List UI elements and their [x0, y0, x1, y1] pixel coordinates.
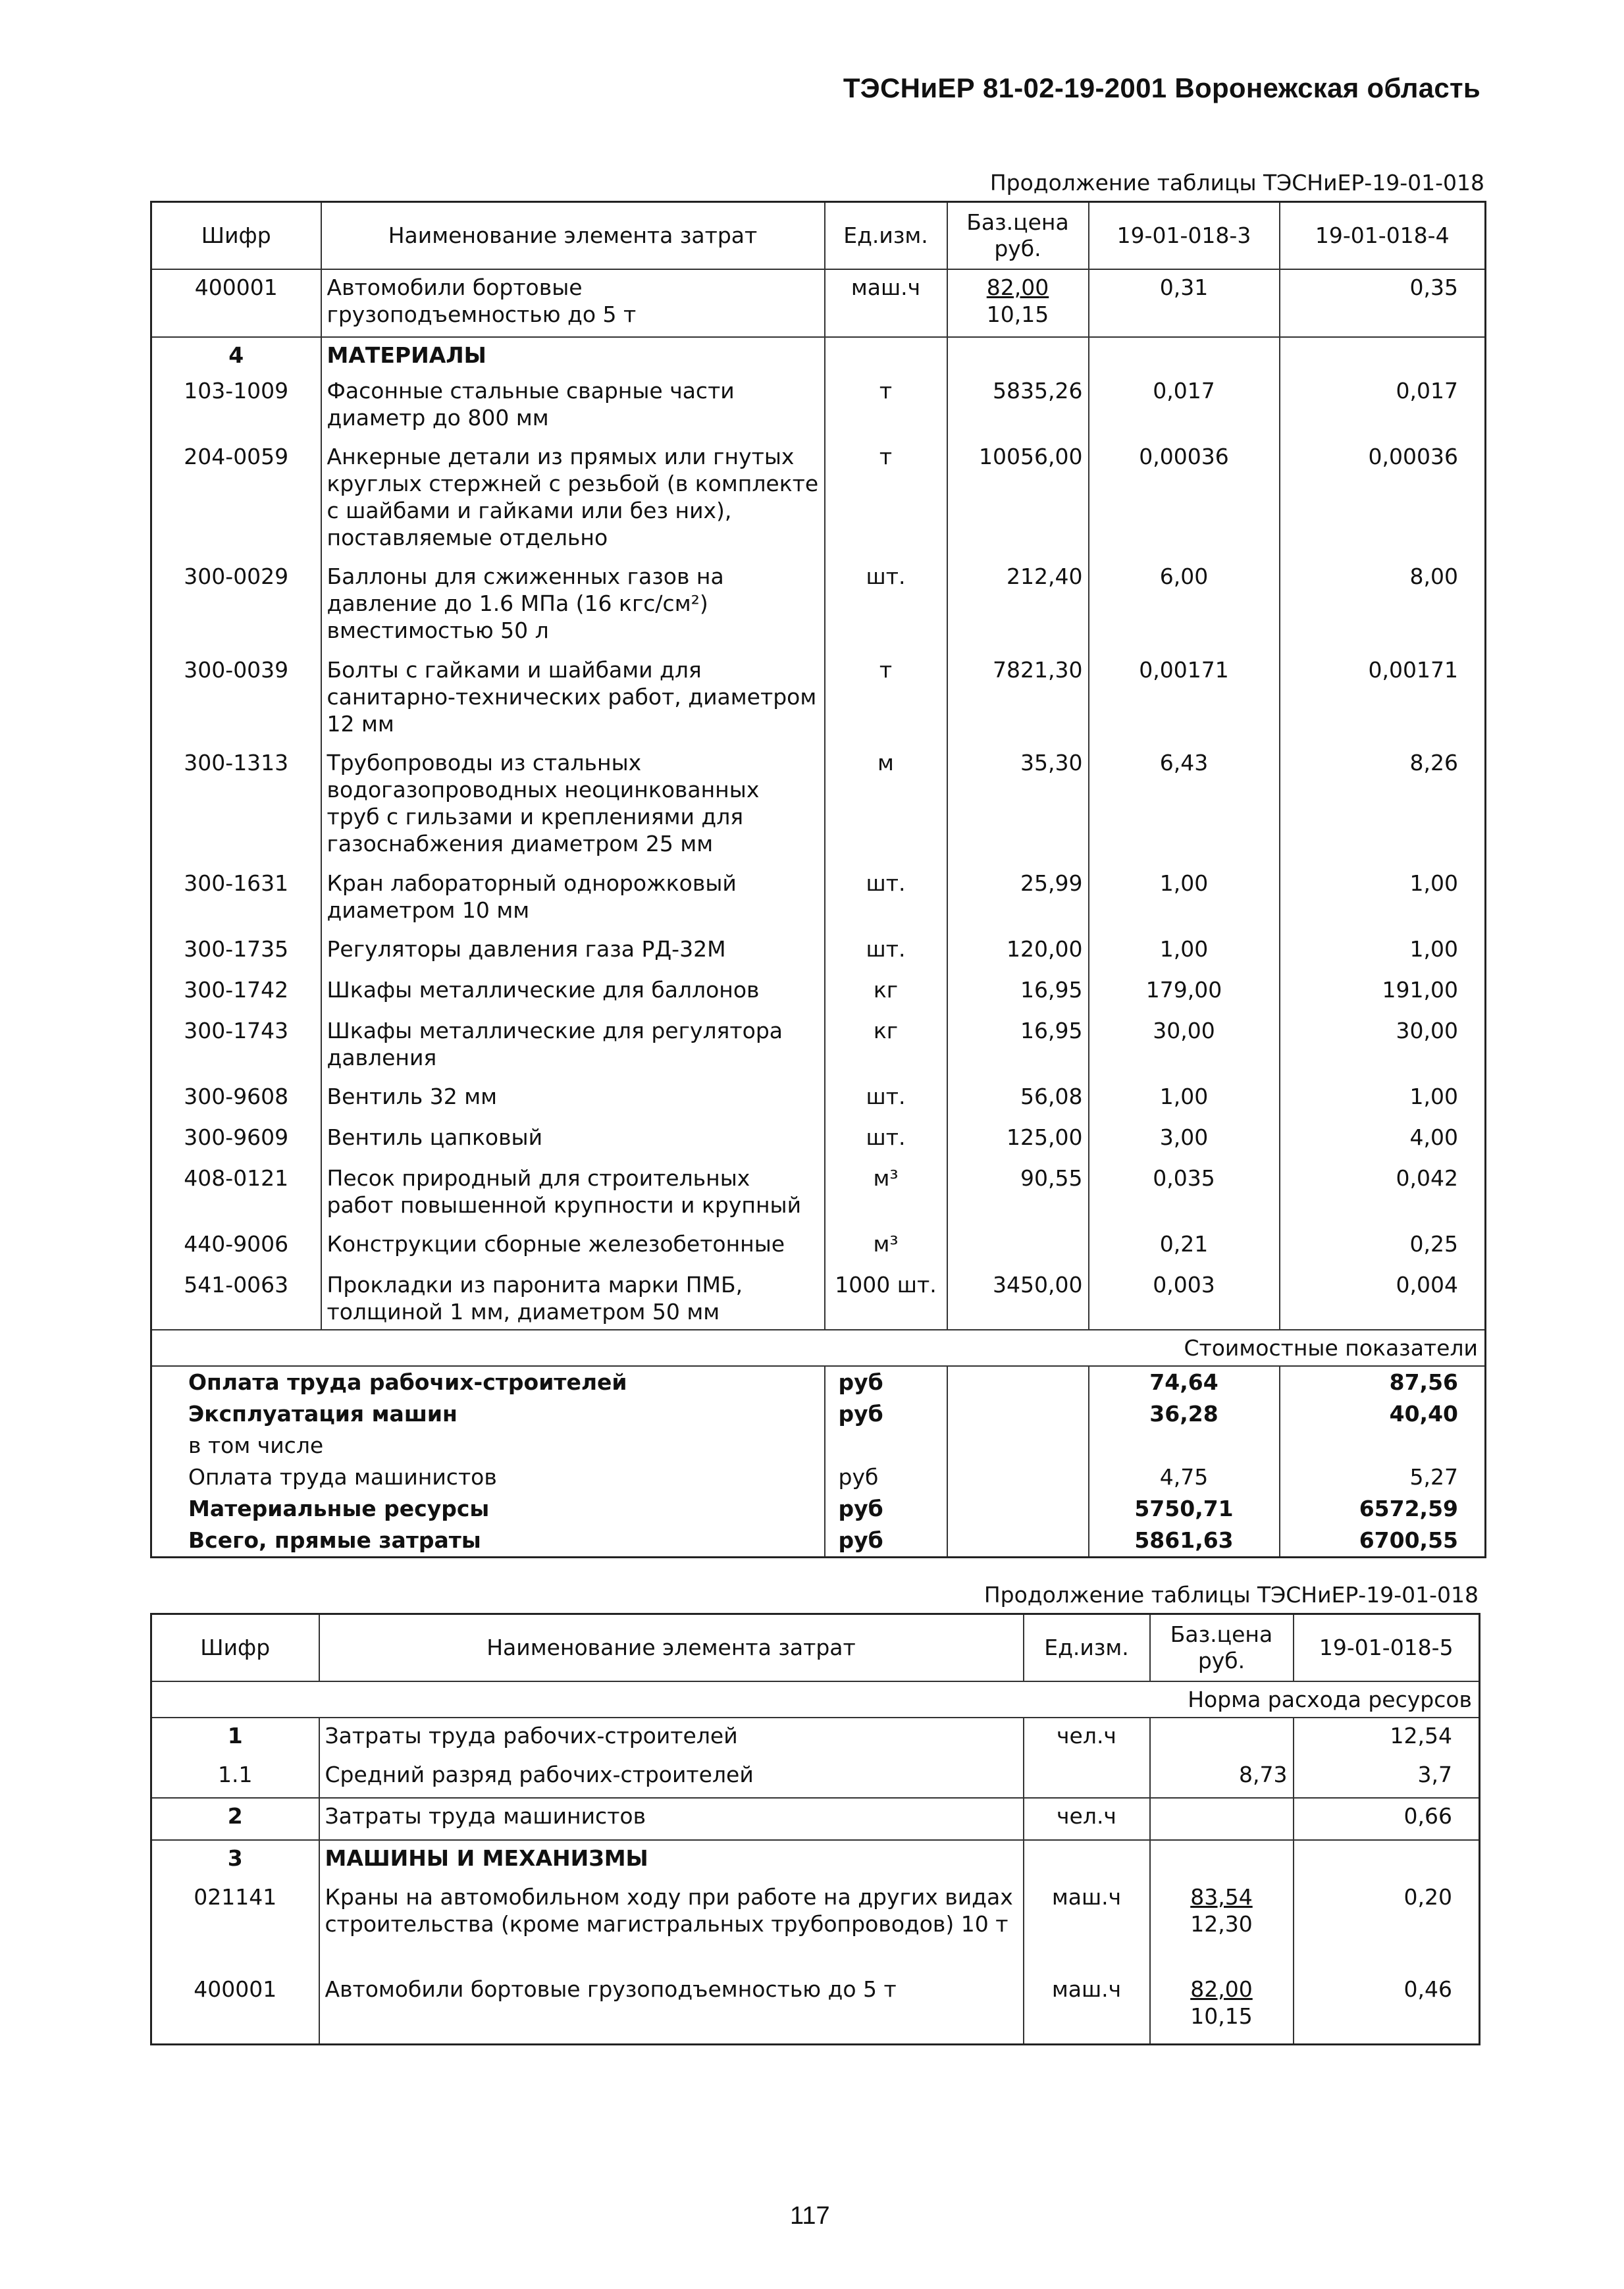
row-value-4: 30,00 [1280, 1013, 1486, 1079]
section-row [151, 1840, 1480, 1880]
table-row [151, 652, 1486, 745]
row-name: Фасонные стальные сварные части диаметр до 800 мм [321, 373, 825, 439]
row-value-3: 0,003 [1089, 1267, 1280, 1330]
col-header-018-3: 19-01-018-3 [1089, 202, 1280, 270]
summary-value-4: 40,40 [1280, 1398, 1486, 1430]
summary-unit: руб [825, 1366, 947, 1398]
summary-label: Оплата труда машинистов [151, 1461, 825, 1493]
row-value-5: 0,20 [1294, 1880, 1480, 1972]
row-code: 300-1631 [151, 866, 321, 932]
table2-continuation-caption: Продолжение таблицы ТЭСНиЕР-19-01-018 [983, 1582, 1479, 1608]
row-code: 021141 [151, 1880, 319, 1972]
row-value-5: 12,54 [1294, 1718, 1480, 1757]
empty-cell [1294, 1840, 1480, 1880]
row-code: 541-0063 [151, 1267, 321, 1330]
row-value-3: 1,00 [1089, 866, 1280, 932]
row-name: Прокладки из паронита марки ПМБ, толщиной 1 мм, диаметром 50 мм [321, 1267, 825, 1330]
row-value-4: 8,00 [1280, 559, 1486, 652]
row-price: 16,95 [947, 1013, 1089, 1079]
row-code: 400001 [151, 269, 321, 337]
row-unit: м³ [825, 1161, 947, 1226]
table-row [151, 972, 1486, 1013]
row-value-4: 4,00 [1280, 1120, 1486, 1161]
section-title: МАТЕРИАЛЫ [321, 337, 825, 373]
row-value-3: 6,00 [1089, 559, 1280, 652]
row-price: 35,30 [947, 745, 1089, 866]
summary-label: Оплата труда рабочих-строителей [151, 1366, 825, 1398]
row-price [1150, 1880, 1294, 1972]
row-value-4: 0,004 [1280, 1267, 1486, 1330]
row-unit: шт. [825, 559, 947, 652]
table-row [151, 373, 1486, 439]
row-unit: чел.ч [1024, 1718, 1150, 1757]
row-value-4: 0,00171 [1280, 652, 1486, 745]
row-code: 400001 [151, 1972, 319, 2044]
document-header: ТЭСНиЕР 81-02-19-2001 Воронежская область [843, 72, 1480, 103]
price-secondary: 10,15 [986, 302, 1049, 327]
price-secondary: 12,30 [1190, 1911, 1253, 1937]
row-unit: маш.ч [1024, 1972, 1150, 2044]
summary-value-3 [1089, 1430, 1280, 1461]
row-code: 408-0121 [151, 1161, 321, 1226]
summary-unit: руб [825, 1525, 947, 1558]
row-price [1150, 1972, 1294, 2044]
table-row [151, 1161, 1486, 1226]
table-row [151, 439, 1486, 559]
row-name: Анкерные детали из прямых или гнутых круглых стержней с резьбой (в комплекте с шайбами и гайками или без них), поставляемые отдельно [321, 439, 825, 559]
row-value-3: 0,017 [1089, 373, 1280, 439]
summary-value-4: 87,56 [1280, 1366, 1486, 1398]
row-unit: маш.ч [825, 269, 947, 337]
table-row [151, 1972, 1480, 2044]
row-unit: шт. [825, 932, 947, 972]
summary-value-3: 36,28 [1089, 1398, 1280, 1430]
row-code: 300-0029 [151, 559, 321, 652]
row-unit: 1000 шт. [825, 1267, 947, 1330]
row-unit: м [825, 745, 947, 866]
row-name: Шкафы металлические для регулятора давления [321, 1013, 825, 1079]
row-value-3: 0,21 [1089, 1226, 1280, 1267]
row-value-3: 6,43 [1089, 745, 1280, 866]
empty-cell [947, 1493, 1089, 1525]
row-name: Кран лабораторный однорожковый диаметром 10 мм [321, 866, 825, 932]
row-price: 120,00 [947, 932, 1089, 972]
summary-value-4: 6700,55 [1280, 1525, 1486, 1558]
row-unit: чел.ч [1024, 1798, 1150, 1840]
row-value-3: 1,00 [1089, 932, 1280, 972]
section-title: МАШИНЫ И МЕХАНИЗМЫ [319, 1840, 1024, 1880]
table2-header-row [151, 1614, 1480, 1682]
row-price [1150, 1718, 1294, 1757]
summary-value-4 [1280, 1430, 1486, 1461]
empty-cell [947, 1525, 1089, 1558]
empty-cell [1024, 1840, 1150, 1880]
row-value-4: 1,00 [1280, 866, 1486, 932]
table-row [151, 745, 1486, 866]
summary-unit: руб [825, 1398, 947, 1430]
summary-value-3: 4,75 [1089, 1461, 1280, 1493]
col-header-code: Шифр [151, 1614, 319, 1682]
row-unit: маш.ч [1024, 1880, 1150, 1972]
row-name: Баллоны для сжиженных газов на давление до 1.6 МПа (16 кгс/см²) вместимостью 50 л [321, 559, 825, 652]
col-header-unit: Ед.изм. [825, 202, 947, 270]
row-name: Затраты труда рабочих-строителей [319, 1718, 1024, 1757]
row-price [1150, 1798, 1294, 1840]
table1-header-row [151, 202, 1486, 270]
row-value-3: 3,00 [1089, 1120, 1280, 1161]
row-value-3: 179,00 [1089, 972, 1280, 1013]
table1-continuation-caption: Продолжение таблицы ТЭСНиЕР-19-01-018 [989, 170, 1484, 196]
empty-cell [1150, 1840, 1294, 1880]
price-main: 83,54 [1190, 1884, 1253, 1910]
col-header-unit: Ед.изм. [1024, 1614, 1150, 1682]
section-row [151, 337, 1486, 373]
summary-label: Эксплуатация машин [151, 1398, 825, 1430]
row-code: 1.1 [151, 1757, 319, 1798]
row-price: 5835,26 [947, 373, 1089, 439]
row-code: 204-0059 [151, 439, 321, 559]
row-name: Песок природный для строительных работ повышенной крупности и крупный [321, 1161, 825, 1226]
summary-row [151, 1366, 1486, 1398]
row-name: Вентиль 32 мм [321, 1079, 825, 1120]
empty-cell [825, 337, 947, 373]
row-price: 3450,00 [947, 1267, 1089, 1330]
row-value-4: 0,35 [1280, 269, 1486, 337]
row-name: Шкафы металлические для баллонов [321, 972, 825, 1013]
row-value-3: 30,00 [1089, 1013, 1280, 1079]
summary-row [151, 1525, 1486, 1558]
summary-unit: руб [825, 1461, 947, 1493]
empty-cell [1280, 337, 1486, 373]
row-price [947, 1226, 1089, 1267]
summary-unit: руб [825, 1493, 947, 1525]
row-unit: т [825, 373, 947, 439]
summary-value-3: 5861,63 [1089, 1525, 1280, 1558]
row-code: 1 [151, 1718, 319, 1757]
row-name: Автомобили бортовые грузоподъемностью до 5 т [319, 1972, 1024, 2044]
row-value-3: 0,31 [1089, 269, 1280, 337]
col-header-name: Наименование элемента затрат [319, 1614, 1024, 1682]
row-value-3: 0,035 [1089, 1161, 1280, 1226]
norm-title-row [151, 1681, 1480, 1718]
row-unit: м³ [825, 1226, 947, 1267]
row-value-4: 8,26 [1280, 745, 1486, 866]
row-unit: шт. [825, 1079, 947, 1120]
empty-cell [947, 1398, 1089, 1430]
price-main: 82,00 [986, 275, 1049, 300]
empty-cell [947, 1366, 1089, 1398]
summary-label: Материальные ресурсы [151, 1493, 825, 1525]
summary-row [151, 1461, 1486, 1493]
summary-value-3: 5750,71 [1089, 1493, 1280, 1525]
summary-value-4: 5,27 [1280, 1461, 1486, 1493]
row-unit: т [825, 439, 947, 559]
col-header-price: Баз.цена руб. [1150, 1614, 1294, 1682]
row-value-3: 1,00 [1089, 1079, 1280, 1120]
row-price: 125,00 [947, 1120, 1089, 1161]
row-value-4: 1,00 [1280, 1079, 1486, 1120]
empty-cell [947, 337, 1089, 373]
col-header-name: Наименование элемента затрат [321, 202, 825, 270]
row-value-5: 0,46 [1294, 1972, 1480, 2044]
table-row [151, 1798, 1480, 1840]
table-row [151, 1757, 1480, 1798]
section-code: 3 [151, 1840, 319, 1880]
row-value-4: 0,017 [1280, 373, 1486, 439]
row-value-3: 0,00171 [1089, 652, 1280, 745]
row-code: 103-1009 [151, 373, 321, 439]
row-price: 25,99 [947, 866, 1089, 932]
table-row [151, 1120, 1486, 1161]
row-value-3: 0,00036 [1089, 439, 1280, 559]
row-price: 56,08 [947, 1079, 1089, 1120]
summary-value-3: 74,64 [1089, 1366, 1280, 1398]
row-name: Трубопроводы из стальных водогазопроводных неоцинкованных труб с гильзами и креплениями для газоснабжения диаметром 25 мм [321, 745, 825, 866]
summary-label: в том числе [151, 1430, 825, 1461]
row-name: Затраты труда машинистов [319, 1798, 1024, 1840]
summary-row [151, 1493, 1486, 1525]
row-name: Автомобили бортовые грузоподъемностью до 5 т [321, 269, 825, 337]
row-price: 16,95 [947, 972, 1089, 1013]
row-value-4: 0,042 [1280, 1161, 1486, 1226]
row-unit: т [825, 652, 947, 745]
table-row [151, 269, 1486, 337]
empty-cell [1089, 337, 1280, 373]
table-row [151, 866, 1486, 932]
page-number: 117 [790, 2202, 830, 2230]
cost-indicators-row [151, 1330, 1486, 1366]
table-row [151, 1718, 1480, 1757]
row-code: 300-1743 [151, 1013, 321, 1079]
row-unit: шт. [825, 866, 947, 932]
row-price: 7821,30 [947, 652, 1089, 745]
summary-unit [825, 1430, 947, 1461]
table-row [151, 559, 1486, 652]
row-value-4: 1,00 [1280, 932, 1486, 972]
row-price: 90,55 [947, 1161, 1089, 1226]
row-price [947, 269, 1089, 337]
summary-row [151, 1398, 1486, 1430]
row-value-5: 0,66 [1294, 1798, 1480, 1840]
table1 [150, 201, 1486, 1558]
row-price: 212,40 [947, 559, 1089, 652]
summary-value-4: 6572,59 [1280, 1493, 1486, 1525]
col-header-price: Баз.цена руб. [947, 202, 1089, 270]
row-code: 300-1742 [151, 972, 321, 1013]
row-name: Болты с гайками и шайбами для санитарно-технических работ, диаметром 12 мм [321, 652, 825, 745]
section-code: 4 [151, 337, 321, 373]
row-code: 300-1735 [151, 932, 321, 972]
col-header-code: Шифр [151, 202, 321, 270]
row-value-4: 191,00 [1280, 972, 1486, 1013]
col-header-018-4: 19-01-018-4 [1280, 202, 1486, 270]
price-secondary: 10,15 [1190, 2003, 1253, 2029]
summary-row [151, 1430, 1486, 1461]
table-row [151, 1226, 1486, 1267]
table-row [151, 1079, 1486, 1120]
summary-label: Всего, прямые затраты [151, 1525, 825, 1558]
table2 [150, 1613, 1480, 2045]
row-code: 300-1313 [151, 745, 321, 866]
row-code: 440-9006 [151, 1226, 321, 1267]
row-value-4: 0,25 [1280, 1226, 1486, 1267]
row-price: 8,73 [1150, 1757, 1294, 1798]
row-value-5: 3,7 [1294, 1757, 1480, 1798]
table-row [151, 1267, 1486, 1330]
row-name: Средний разряд рабочих-строителей [319, 1757, 1024, 1798]
row-price: 10056,00 [947, 439, 1089, 559]
table-row [151, 1880, 1480, 1972]
row-unit [1024, 1757, 1150, 1798]
empty-cell [947, 1430, 1089, 1461]
row-unit: кг [825, 1013, 947, 1079]
row-name: Регуляторы давления газа РД-32М [321, 932, 825, 972]
norm-title: Норма расхода ресурсов [1188, 1687, 1472, 1712]
row-code: 300-0039 [151, 652, 321, 745]
row-unit: кг [825, 972, 947, 1013]
cost-indicators-title: Стоимостные показатели [151, 1330, 1486, 1366]
table-row [151, 932, 1486, 972]
col-header-018-5: 19-01-018-5 [1294, 1614, 1480, 1682]
row-unit: шт. [825, 1120, 947, 1161]
empty-cell [947, 1461, 1089, 1493]
row-code: 2 [151, 1798, 319, 1840]
row-value-4: 0,00036 [1280, 439, 1486, 559]
table-row [151, 1013, 1486, 1079]
row-name: Конструкции сборные железобетонные [321, 1226, 825, 1267]
row-name: Вентиль цапковый [321, 1120, 825, 1161]
row-name: Краны на автомобильном ходу при работе на других видах строительства (кроме магистральных трубопроводов) 10 т [319, 1880, 1024, 1972]
row-code: 300-9609 [151, 1120, 321, 1161]
price-main: 82,00 [1190, 1976, 1253, 2002]
row-code: 300-9608 [151, 1079, 321, 1120]
